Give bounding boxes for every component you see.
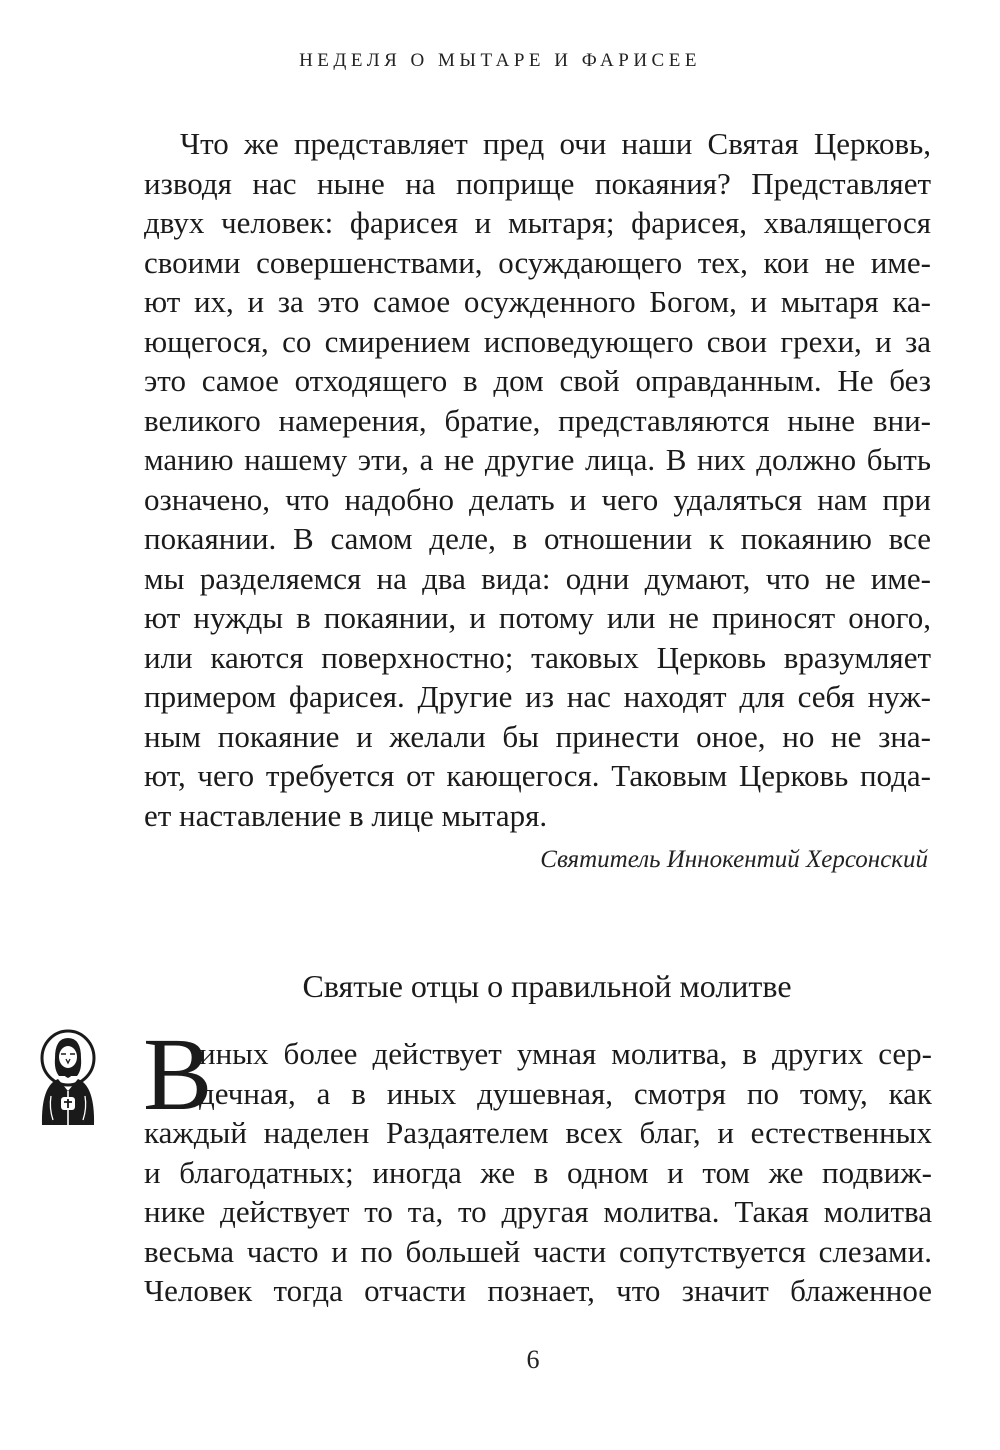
section-line: дечная, а в иных душевная, смотря по тому, как — [199, 1075, 932, 1111]
passage-line: или каются поверхностно; таковых Церковь вразумляет — [144, 639, 931, 675]
passage-line: ным покаяние и желали бы принести оное, но не зна- — [144, 718, 931, 754]
section-body — [144, 1034, 932, 1311]
passage-line: покаянии. В самом деле, в отношении к покаянию все — [144, 521, 931, 556]
page-number: 6 — [526, 1345, 540, 1374]
section-line: каждый наделен Раздаятелем всех благ, и естественных — [144, 1115, 932, 1150]
passage-line: мы разделяемся на два вида: одни думают, что не име- — [144, 560, 931, 596]
section-title: Святые отцы о правильной молитве — [302, 968, 792, 1004]
passage-line: изводя нас ныне на поприще покаяния? Представляет — [144, 165, 931, 201]
passage-line: великого намерения, братие, представляются ныне вни- — [144, 402, 931, 438]
section-line: весьма часто и по большей части сопутствуется слезами. — [144, 1233, 932, 1269]
passage-line: ют нужды в покаянии, и потому или не приносят оного, — [144, 600, 931, 635]
passage-line: ет наставление в лице мытаря. — [144, 797, 548, 833]
passage-line: ют, чего требуется от кающегося. Таковым Церковь пода- — [144, 758, 931, 793]
passage-line: двух человек: фарисея и мытаря; фарисея, хвалящегося — [144, 205, 931, 240]
attribution: Святитель Иннокентий Херсонский — [540, 846, 928, 873]
passage-line: ют их, и за это самое осужденного Богом, и мытаря ка- — [144, 284, 931, 319]
section-line: и благодатных; иногда же в одном и том же подвиж- — [144, 1154, 932, 1190]
passage-line: ющегося, со смирением исповедующего свои грехи, и за — [144, 323, 931, 359]
section-line: Человек тогда отчасти познает, что значит блаженное — [144, 1273, 932, 1308]
saint-portrait-icon — [33, 1028, 103, 1128]
passage-line: означено, что надобно делать и чего удаляться нам при — [144, 481, 931, 517]
running-title: НЕДЕЛЯ О МЫТАРЕ И ФАРИСЕЕ — [299, 50, 701, 71]
section-line: иных более действует умная молитва, в других сер- — [199, 1036, 932, 1071]
passage-line: своими совершенствами, осуждающего тех, кои не име- — [144, 244, 931, 280]
drop-cap: В — [143, 1017, 213, 1132]
passage-body — [144, 124, 931, 835]
passage-line: Что же представляет пред очи наши Святая Церковь, — [180, 126, 931, 161]
passage-line: это самое отходящего в дом свой оправданным. Не без — [144, 363, 931, 398]
passage-line: манию нашему эти, а не другие лица. В них должно быть — [144, 442, 931, 477]
section-line: нике действует то та, то другая молитва. Такая молитва — [144, 1194, 932, 1229]
passage-line: примером фарисея. Другие из нас находят для себя нуж- — [144, 679, 931, 714]
